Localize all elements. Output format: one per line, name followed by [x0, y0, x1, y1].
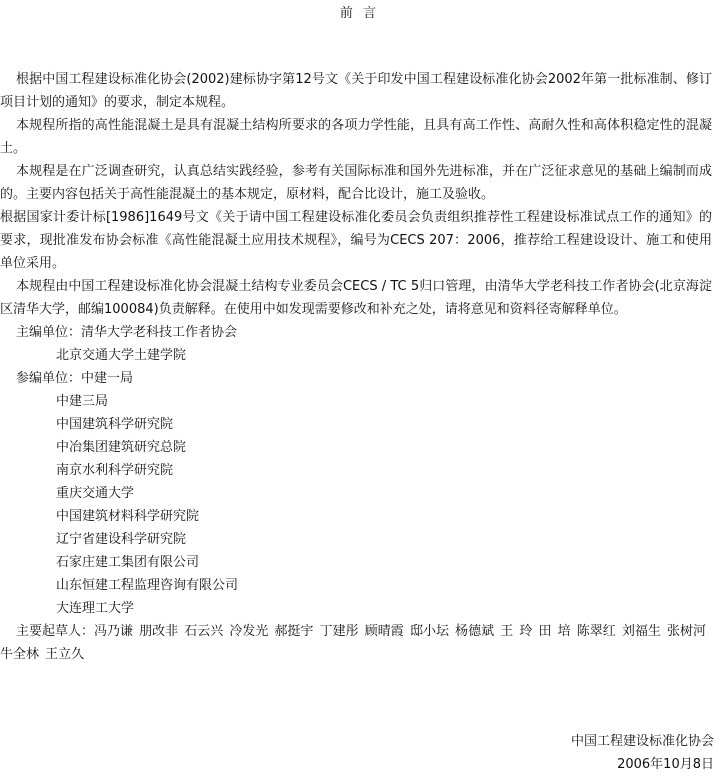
- preface-body: [0, 68, 712, 666]
- drafters-line: [0, 620, 712, 666]
- participant-org: 中建三局: [56, 394, 109, 409]
- signature-org: 中国工程建设标准化协会: [570, 734, 714, 749]
- participant-org: 辽宁省建设科学研究院: [56, 532, 187, 547]
- chief-editor-label: 主编单位：: [16, 325, 82, 340]
- participant-org: 中国建筑科学研究院: [56, 417, 174, 432]
- participant-line: [0, 367, 712, 390]
- participant-org: 南京水利科学研究院: [56, 463, 174, 478]
- chief-editor-org: 清华大学老科技工作者协会: [81, 325, 238, 340]
- paragraph-definition: 本规程所指的高性能混凝土是具有混凝土结构所要求的各项力学性能，且具有高工作性、高耐久性和高体积稳定性的混凝土。: [0, 118, 712, 156]
- participant-org: 中冶集团建筑研究总院: [56, 440, 187, 455]
- participant-org: 中国建筑材料科学研究院: [56, 509, 200, 524]
- paragraph-management: 本规程由中国工程建设标准化协会混凝土结构专业委员会CECS / TC 5归口管理，由清华大学老科技工作者协会(北京海淀区清华大学，邮编100084)负责解释。在使用中如发现需要修改和补充之处，请将意见和资料径寄解释单位。: [0, 279, 712, 317]
- participant-org: 重庆交通大学: [56, 486, 135, 501]
- paragraph-approval: 根据国家计委计标[1986]1649号文《关于请中国工程建设标准化委员会负责组织推荐性工程建设标准试点工作的通知》的要求，现批准发布协会标准《高性能混凝土应用技术规程》，编号为CECS 207：2006，推荐给工程建设设计、施工和使用单位采用。: [0, 210, 712, 271]
- participant-label: 参编单位：: [16, 371, 82, 386]
- participant-org: 大连理工大学: [56, 601, 135, 616]
- paragraph-basis: 根据中国工程建设标准化协会(2002)建标协字第12号文《关于印发中国工程建设标准化协会2002年第一批标准制、修订项目计划的通知》的要求，制定本规程。: [0, 72, 712, 110]
- participant-org: 山东恒建工程监理咨询有限公司: [56, 578, 239, 593]
- signature-block: [571, 730, 714, 776]
- paragraph-compilation: 本规程是在广泛调查研究，认真总结实践经验，参考有关国际标准和国外先进标准，并在广泛征求意见的基础上编制而成的。主要内容包括关于高性能混凝土的基本规定，原材料，配合比设计，施工及验收。: [0, 164, 712, 202]
- drafters-names: 冯乃谦 朋改非 石云兴 冷发光 郝挺宇 丁建彤 顾晴霞 邸小坛 杨德斌 王 玲 田 培 陈翠红 刘福生 张树河 牛全林 王立久: [0, 624, 707, 662]
- chief-editor-line: [0, 321, 712, 344]
- participant-org: 中建一局: [81, 371, 134, 386]
- drafters-label: 主要起草人：: [16, 624, 95, 639]
- page-title: 前 言: [339, 6, 380, 21]
- participant-org: 石家庄建工集团有限公司: [56, 555, 200, 570]
- signature-date: 2006年10月8日: [617, 757, 714, 772]
- chief-editor-org: 北京交通大学土建学院: [56, 348, 187, 363]
